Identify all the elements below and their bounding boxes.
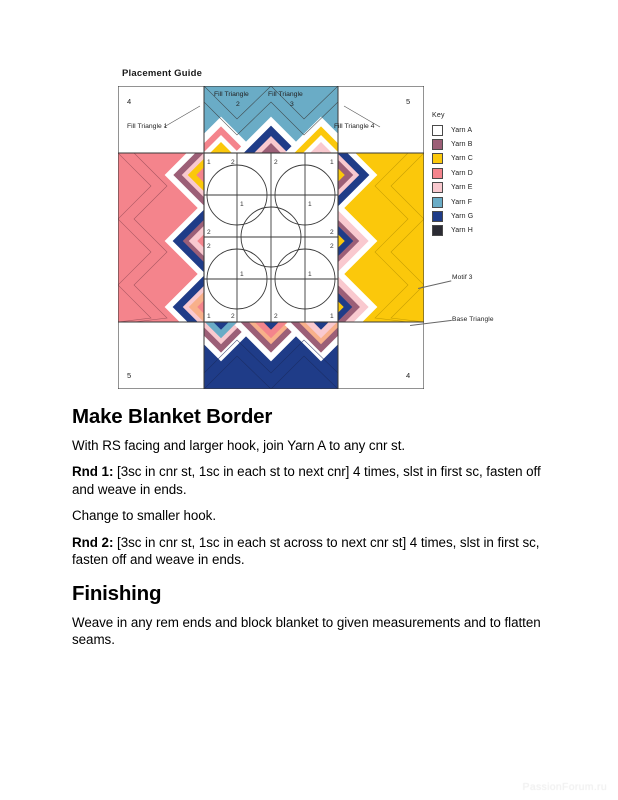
rnd-2-text: [3sc in cnr st, 1sc in each st across to next cnr st] 4 times, slst in first sc, fasten off and weave in ends. bbox=[72, 534, 540, 568]
corner-number-top-right: 5 bbox=[406, 97, 411, 106]
placement-guide-title: Placement Guide bbox=[122, 68, 203, 79]
motif-num-r3c3: 2 bbox=[207, 243, 211, 250]
instructions-content bbox=[72, 406, 542, 658]
motif-num-r5c4: 1 bbox=[330, 313, 334, 320]
rnd-1-lead: Rnd 1: bbox=[72, 464, 114, 480]
key-item-yarn-g bbox=[432, 209, 512, 223]
paragraph-rnd-2 bbox=[72, 534, 542, 569]
motif-num-r4c2: 1 bbox=[308, 271, 312, 278]
key-label-yarn-g: Yarn G bbox=[451, 213, 474, 221]
motif-num-r1c2: 2 bbox=[231, 159, 235, 166]
swatch-yarn-g bbox=[432, 211, 443, 222]
key-item-yarn-e bbox=[432, 181, 512, 195]
base-triangle-callout-label: Base Triangle bbox=[452, 316, 494, 323]
fill-triangle-2-label-line2: 2 bbox=[236, 101, 240, 108]
swatch-yarn-f bbox=[432, 197, 443, 208]
key-label-yarn-d: Yarn D bbox=[451, 169, 473, 177]
placement-guide-diagram bbox=[118, 86, 424, 389]
key-label-yarn-h: Yarn H bbox=[451, 227, 473, 235]
key-item-yarn-h bbox=[432, 224, 512, 238]
rnd-1-text: [3sc in cnr st, 1sc in each st to next cnr] 4 times, slst in first sc, fasten off and weave in ends. bbox=[72, 464, 541, 497]
motif-num-r1c4: 1 bbox=[330, 159, 334, 166]
motif-num-r4c1: 1 bbox=[240, 271, 244, 278]
central-motif-area bbox=[204, 153, 338, 322]
swatch-yarn-b bbox=[432, 139, 443, 150]
key-item-yarn-a bbox=[432, 123, 512, 137]
heading-finishing: Finishing bbox=[72, 582, 162, 606]
fill-triangle-3-label-line1: Fill Triangle bbox=[268, 91, 303, 98]
paragraph-intro: With RS facing and larger hook, join Yarn A to any cnr st. bbox=[72, 437, 406, 453]
key-label-yarn-f: Yarn F bbox=[451, 198, 473, 206]
fill-triangle-4-label: Fill Triangle 4 bbox=[334, 123, 375, 130]
motif-num-r2c2: 1 bbox=[308, 201, 312, 208]
key-item-yarn-f bbox=[432, 195, 512, 209]
fill-triangle-2-label-line1: Fill Triangle bbox=[214, 91, 249, 98]
key-label-yarn-b: Yarn B bbox=[451, 141, 473, 149]
paragraph-rnd-1 bbox=[72, 463, 542, 498]
swatch-yarn-c bbox=[432, 153, 443, 164]
key-title: Key bbox=[432, 112, 445, 119]
motif-num-r5c2: 2 bbox=[231, 313, 235, 320]
key-label-yarn-c: Yarn C bbox=[451, 155, 473, 163]
key-item-yarn-d bbox=[432, 166, 512, 180]
swatch-yarn-a bbox=[432, 125, 443, 136]
motif-num-r5c1: 1 bbox=[207, 313, 211, 320]
key-label-yarn-e: Yarn E bbox=[451, 184, 473, 192]
swatch-yarn-d bbox=[432, 168, 443, 179]
paragraph-change-hook: Change to smaller hook. bbox=[72, 508, 216, 524]
paragraph-finishing: Weave in any rem ends and block blanket to given measurements and to flatten seams. bbox=[72, 614, 541, 648]
watermark: PassionForum.ru bbox=[522, 781, 607, 793]
motif-num-r3c2: 2 bbox=[330, 229, 334, 236]
motif-num-r2c1: 1 bbox=[240, 201, 244, 208]
key-item-yarn-b bbox=[432, 137, 512, 151]
key-item-yarn-c bbox=[432, 152, 512, 166]
key-label-yarn-a: Yarn A bbox=[451, 126, 473, 134]
fill-triangle-1-label: Fill Triangle 1 bbox=[127, 123, 168, 130]
diagram-svg bbox=[118, 86, 424, 389]
motif-num-r3c1: 2 bbox=[207, 229, 211, 236]
motif-num-r1c3: 2 bbox=[274, 159, 278, 166]
rnd-2-lead: Rnd 2: bbox=[72, 534, 114, 550]
corner-number-bottom-left: 5 bbox=[127, 371, 132, 380]
motif-num-r5c3: 2 bbox=[274, 313, 278, 320]
motif-num-r3c4: 2 bbox=[330, 243, 334, 250]
fill-triangle-3-label-line2: 3 bbox=[290, 101, 294, 108]
corner-number-top-left: 4 bbox=[127, 97, 132, 106]
motif-num-r1c1: 1 bbox=[207, 159, 211, 166]
swatch-yarn-e bbox=[432, 182, 443, 193]
motif-3-callout-label: Motif 3 bbox=[452, 274, 473, 281]
swatch-yarn-h bbox=[432, 225, 443, 236]
yarn-color-key bbox=[432, 112, 512, 238]
corner-number-bottom-right: 4 bbox=[406, 371, 411, 380]
heading-make-blanket-border: Make Blanket Border bbox=[72, 405, 273, 428]
